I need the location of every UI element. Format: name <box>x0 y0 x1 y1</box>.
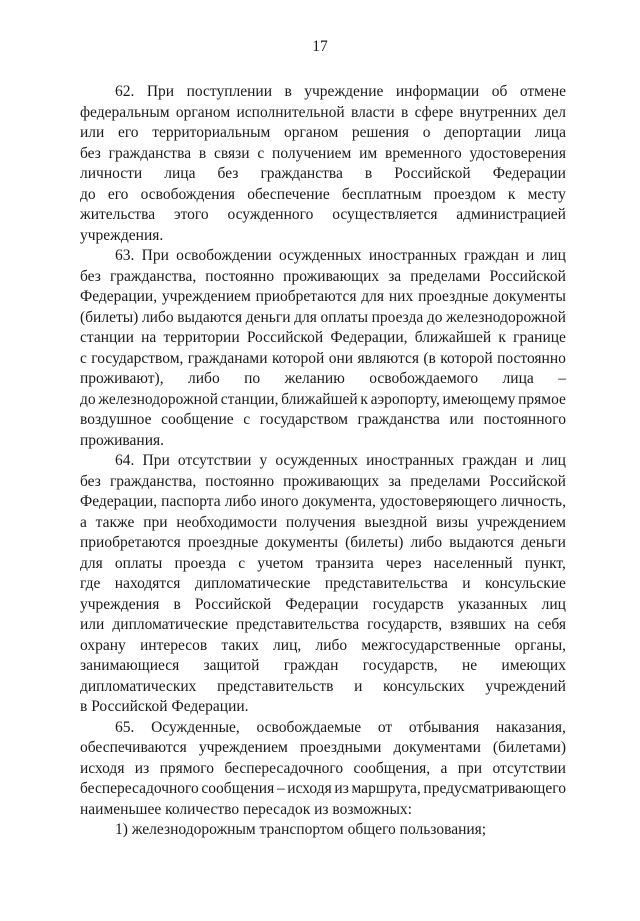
text-line: где находятся дипломатические представительства и консульские <box>80 575 566 592</box>
page-number: 17 <box>312 38 328 55</box>
text-line: исходя из прямого беспересадочного сообщения, а при отсутствии <box>80 759 566 777</box>
text-line: личности лица без гражданства в Российской Федерации <box>80 165 566 182</box>
text-line: федеральным органом исполнительной власти в сфере внутренних дел <box>80 103 566 121</box>
text-line: наименьшее количество пересадок из возможных: <box>80 800 412 818</box>
text-line: станции на территории Российской Федерации, ближайшей к границе <box>80 329 566 346</box>
text-line: без гражданства в связи с получением им временного удостоверения <box>80 144 566 162</box>
text-line: приобретаются проездные документы (билеты) либо выдаются деньги <box>80 534 566 551</box>
text-line: проживания. <box>80 431 165 449</box>
text-line: а также при необходимости получения выездной визы учреждением <box>80 513 566 531</box>
text-line: в Российской Федерации. <box>80 698 249 715</box>
text-line: 1) железнодорожным транспортом общего пользования; <box>115 821 487 838</box>
text-line: жительства этого осужденного осуществляется администрацией <box>80 206 566 223</box>
text-line: с государством, гражданами которой они являются (в которой постоянно <box>80 349 566 367</box>
text-line: Федерации, паспорта либо иного документа, удостоверяющего личность, <box>80 493 566 510</box>
text-line: 63. При освобождении осужденных иностранных граждан и лиц <box>115 247 566 264</box>
text-line: учреждения. <box>80 226 164 244</box>
text-line: Федерации, учреждением приобретаются для них проездные документы <box>80 288 566 305</box>
text-line: дипломатических представительств и консульских учреждений <box>80 677 566 695</box>
text-line: или дипломатические представительства государств, взявших на себя <box>80 616 566 633</box>
text-line: (билеты) либо выдаются деньги для оплаты проезда до железнодорожной <box>80 308 566 326</box>
text-line: проживают), либо по желанию освобождаемого лица – <box>80 370 566 387</box>
text-line: без гражданства, постоянно проживающих за пределами Российской <box>80 472 566 490</box>
document-body <box>80 82 566 841</box>
text-line: или его территориальным органом решения о депортации лица <box>80 124 566 141</box>
text-line: учреждения в Российской Федерации государств указанных лиц <box>80 595 566 613</box>
text-line: занимающиеся защитой граждан государств, не имеющих <box>80 657 566 674</box>
text-line: до его освобождения обеспечение бесплатным проездом к месту <box>80 185 566 203</box>
text-line: беспересадочного сообщения – исходя из маршрута, предусматривающего <box>80 780 566 797</box>
text-line: до железнодорожной станции, ближайшей к аэропорту, имеющему прямое <box>80 390 566 408</box>
text-line: для оплаты проезда с учетом транзита через населенный пункт, <box>80 554 566 572</box>
text-line: без гражданства, постоянно проживающих за пределами Российской <box>80 267 566 285</box>
text-line: охрану интересов таких лиц, либо межгосударственные органы, <box>80 636 566 654</box>
text-line: 64. При отсутствии у осужденных иностранных граждан и лиц <box>115 452 566 469</box>
text-line: обеспечиваются учреждением проездными документами (билетами) <box>80 739 566 756</box>
text-line: воздушное сообщение с государством гражданства или постоянного <box>80 411 566 428</box>
text-line: 65. Осужденные, освобождаемые от отбывания наказания, <box>115 718 566 736</box>
text-line: 62. При поступлении в учреждение информации об отмене <box>115 83 566 100</box>
